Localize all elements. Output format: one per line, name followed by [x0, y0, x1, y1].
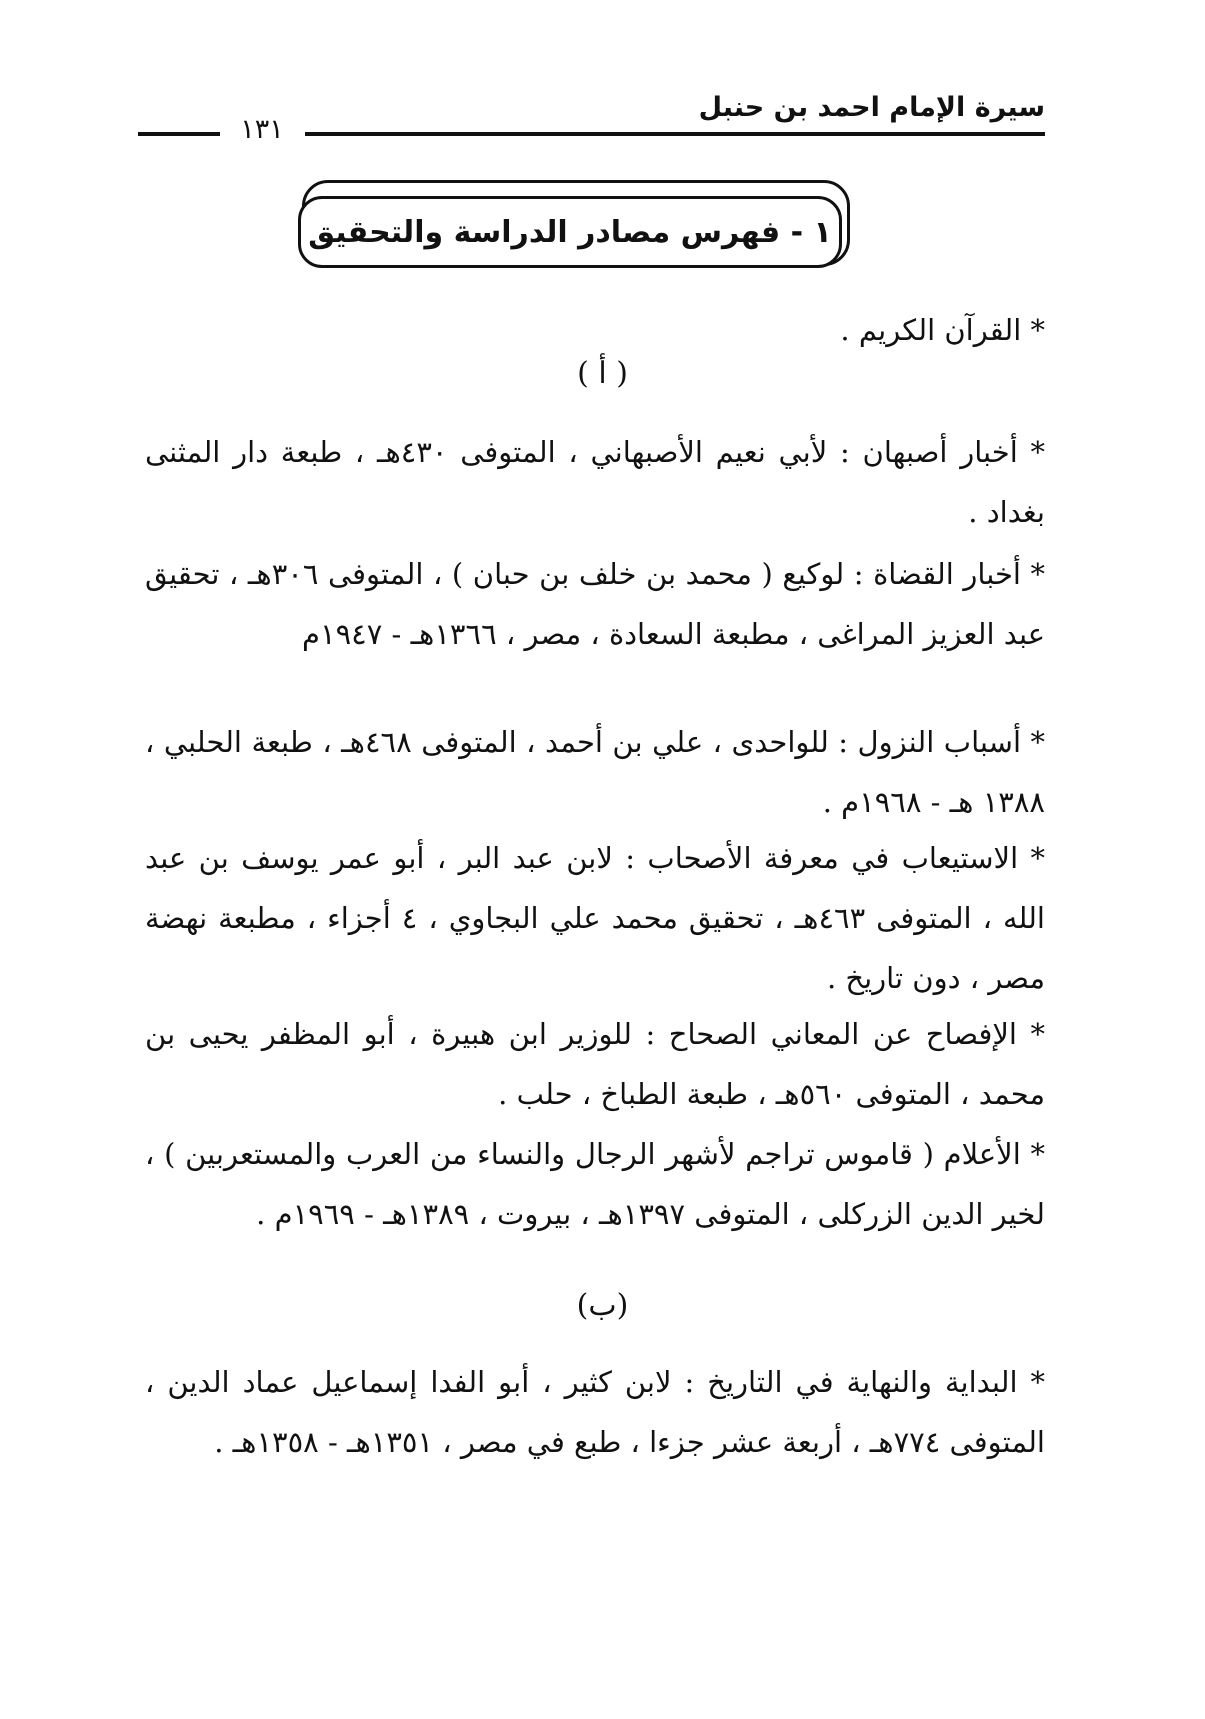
running-header-title: سيرة الإمام احمد بن حنبل	[698, 92, 1045, 123]
title-frame	[298, 196, 842, 268]
bibliography-entry: * أخبار أصبهان : لأبي نعيم الأصبهاني ، المتوفى ٤٣٠هـ ، طبعة دار المثنى بغداد .	[145, 435, 1046, 529]
bibliography-entry: * أخبار القضاة : لوكيع ( محمد بن خلف بن حبان ) ، المتوفى ٣٠٦هـ ، تحقيق عبد العزيز المراغى ، مطبعة السعادة ، مصر ، ١٣٦٦هـ - ١٩٤٧م	[145, 557, 1046, 651]
bibliography-entry: * الإفصاح عن المعاني الصحاح : للوزير ابن هبيرة ، أبو المظفر يحيى بن محمد ، المتوفى ٥٦٠هـ ، طبعة الطباخ ، حلب .	[145, 1017, 1045, 1111]
bibliography-entry: * الأعلام ( قاموس تراجم لأشهر الرجال والنساء من العرب والمستعربين ) ، لخير الدين الزركلى ، المتوفى ١٣٩٧هـ ، بيروت ، ١٣٨٩هـ - ١٩٦٩م .	[145, 1137, 1045, 1231]
bibliography-entry: * الاستيعاب في معرفة الأصحاب : لابن عبد البر ، أبو عمر يوسف بن عبد الله ، المتوفى ٤٦٣هـ ، تحقيق محمد علي البجاوي ، ٤ أجزاء ، مطبعة نهضة مصر ، دون تاريخ .	[145, 841, 1045, 995]
bibliography-entry: * البداية والنهاية في التاريخ : لابن كثير ، أبو الفدا إسماعيل عماد الدين ، المتوفى ٧٧٤هـ ، أربعة عشر جزءا ، طبع في مصر ، ١٣٥١هـ - ١٣٥٨هـ .	[145, 1365, 1045, 1459]
bibliography-entry: * أسباب النزول : للواحدى ، علي بن أحمد ، المتوفى ٤٦٨هـ ، طبعة الحلبي ، ١٣٨٨ هـ - ١٩٦٨م .	[145, 725, 1046, 819]
bibliography-entry-quran: * القرآن الكريم .	[840, 313, 1045, 347]
section-title: ١ - فهرس مصادر الدراسة والتحقيق	[308, 214, 832, 250]
header-rule	[305, 132, 1045, 136]
letter-heading-ba: (ب)	[576, 1288, 629, 1323]
letter-heading-alif: ( أ )	[577, 356, 628, 391]
page-number: ١٣١	[240, 114, 284, 145]
header-rule-short	[138, 132, 220, 136]
